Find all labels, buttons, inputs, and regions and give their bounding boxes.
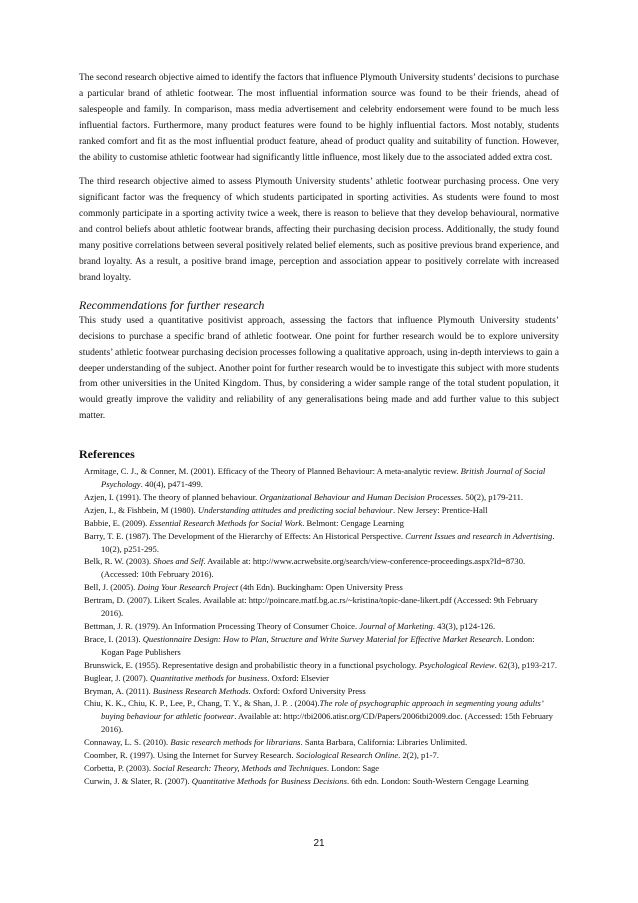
reference-text: Belk, R. W. (2003). [84,556,154,567]
paragraph-third-objective: The third research objective aimed to assess Plymouth University students’ athletic footwear purchasing process. One very significant factor was the frequency of which students participated in sporting activities. As students were found to most commonly participate in a sporting activity twice a week, there is reason to believe that they develop behavioural, normative and control beliefs about athletic footwear brands, affecting their purchasing decision process. Additionally, the study found many positive correlations between several positively related belief elements, such as positive previous brand experience, and brand loyalty. As a result, a positive brand image, perception and association appear to positively correlate with increased brand loyalty. [79,177,559,283]
reference-title: Shoes and Self [153,556,204,567]
reference-title: Organizational Behaviour and Human Decision Processes [259,491,462,502]
reference-text: Armitage, C. J., & Conner, M. (2001). Efficacy of the Theory of Planned Behaviour: A meta-analytic review. [84,466,461,477]
reference-title: Questionnaire Design: How to Plan, Structure and Write Survey Material for Effective Market Research [142,633,502,644]
reference-title: Current Issues and research in Advertising [405,530,553,541]
reference-details: . London: Sage [326,762,380,773]
reference-item [84,685,559,698]
reference-list [79,465,559,788]
reference-text: Brace, I. (2013). [84,633,143,644]
reference-item [84,736,559,749]
reference-details: . 6th edn. London: South-Western Cengage Learning [346,775,529,786]
recommendations-heading: Recommendations for further research [79,297,265,312]
reference-details: . Santa Barbara, California: Libraries Unlimited. [300,737,468,748]
reference-title: Quantitative methods for business [150,672,268,683]
reference-details: . Available at: http://tbi2006.atisr.org/CD/Papers/2006tbi2009.doc. (Accessed: 15th February 2016). [101,711,553,735]
reference-details: . 2(2), p1-7. [398,750,439,761]
reference-text: Corbetta, P. (2003). [84,762,154,773]
reference-text: Babbie, E. (2009). [84,517,150,528]
reference-details: . 10(2), p251-295. [101,530,555,554]
reference-item [84,697,559,736]
reference-title: Business Research Methods [152,685,249,696]
reference-text: Barry, T. E. (1987). The Development of the Hierarchy of Effects: An Historical Perspective. [84,530,406,541]
reference-details: . Belmont: Cengage Learning [302,517,404,528]
reference-item [84,775,559,788]
reference-details: . Oxford: Oxford University Press [248,685,366,696]
reference-title: Basic research methods for librarians [170,737,301,748]
reference-text: Curwin, J. & Slater, R. (2007). [84,775,192,786]
reference-details: . Available at: http://www.acrwebsite.org/search/view-conference-proceedings.aspx?Id=8730. (Accessed: 10th February 2016). [101,556,526,580]
references-heading: References [79,447,135,462]
reference-details: (4th Edn). Buckingham: Open University Press [237,582,403,593]
reference-title: Essential Research Methods for Social Work [149,517,303,528]
reference-item [84,594,559,620]
reference-text: Chiu, K. K., Chiu, K. P., Lee, P., Chang, T. Y., & Shan, J. P. . (2004). [84,698,320,709]
reference-item [84,762,559,775]
reference-item [84,465,559,491]
reference-item [84,491,559,504]
reference-text: Azjen, I., & Fishbein, M (1980). [84,504,198,515]
reference-details: . 40(4), p471-499. [140,479,203,490]
reference-title: Psychological Review [419,659,495,670]
reference-title: British Journal of Social Psychology [101,466,546,490]
reference-text: Coomber, R. (1997). Using the Internet for Survey Research. [84,750,296,761]
reference-title: Doing Your Research Project [137,582,238,593]
reference-item [84,633,559,659]
reference-details: . New Jersey: Prentice-Hall [393,504,488,515]
reference-details: . Oxford: Elsevier [267,672,330,683]
reference-title: The role of psychographic approach in segmenting young adults’ buying behaviour for athletic footwear [101,698,543,722]
reference-title: Understanding attitudes and predicting social behaviour [197,504,394,515]
reference-title: Journal of Marketing [359,621,433,631]
reference-item [84,620,559,633]
reference-details: . 50(2), p179-211. [461,491,524,502]
reference-text: Connaway, L. S. (2010). [84,737,171,748]
reference-item [84,530,559,556]
reference-item [84,659,559,672]
reference-title: Social Research: Theory, Methods and Techniques [153,762,327,773]
recommendations-paragraph: This study used a quantitative positivist approach, assessing the factors that influence Plymouth University students’ decisions to purchase a specific brand of athletic footwear. One point for further research would be to explore university students’ athletic footwear purchasing decision processes following a qualitative approach, using in-depth interviews to gain a deeper understanding of the subject. Another point for further research would be to investigate this subject with more students from other universities in the United Kingdom. Thus, by considering a wider sample range of the total student population, it would greatly improve the validity and reliability of any generalisations being made and add further value to this subject matter. [79,315,559,422]
reference-text: Bryman, A. (2011). [84,685,153,696]
page-number: 21 [313,838,325,849]
reference-item [84,555,559,581]
reference-title: Quantitative Methods for Business Decisions [191,775,347,786]
reference-text: Azjen, I. (1991). The theory of planned behaviour. [84,491,260,502]
paragraph-second-objective: The second research objective aimed to identify the factors that influence Plymouth University students’ decisions to purchase a particular brand of athletic footwear. The most influential information source was found to be their friends, ahead of salespeople and family. In comparison, mass media advertisement and celebrity endorsement were found to be much less influential factors. Furthermore, many product features were found to be highly influential factors. Most notably, students ranked comfort and fit as the most influential product feature, ahead of product quality and suitability of function. However, the ability to customise athletic footwear had significantly little influence, most likely due to the associated added extra cost. [79,73,559,163]
reference-item [84,581,559,594]
reference-text: Bell, J. (2005). [84,582,138,593]
reference-details: . 62(3), p193-217. [494,659,557,670]
body-text [79,71,559,788]
reference-text: Brunswick, E. (1955). Representative design and probabilistic theory in a functional psychology. [84,659,420,670]
reference-item [84,504,559,517]
reference-text: Bertram, D. (2007). Likert Scales. Available at: http://poincare.matf.bg.ac.rs/~kristina/topic-dane-likert.pdf (Accessed: 9th February 2016). [84,595,538,619]
reference-text: Bettman, J. R. (1979). An Information Processing Theory of Consumer Choice. [84,621,360,631]
reference-item [84,749,559,762]
reference-title: Sociological Research Online [295,750,399,761]
reference-details: . London: Kogan Page Publishers [101,633,535,657]
reference-details: . 43(3), p124-126. [432,621,496,631]
reference-item [84,517,559,530]
reference-text: Buglear, J. (2007). [84,672,151,683]
reference-item [84,672,559,685]
